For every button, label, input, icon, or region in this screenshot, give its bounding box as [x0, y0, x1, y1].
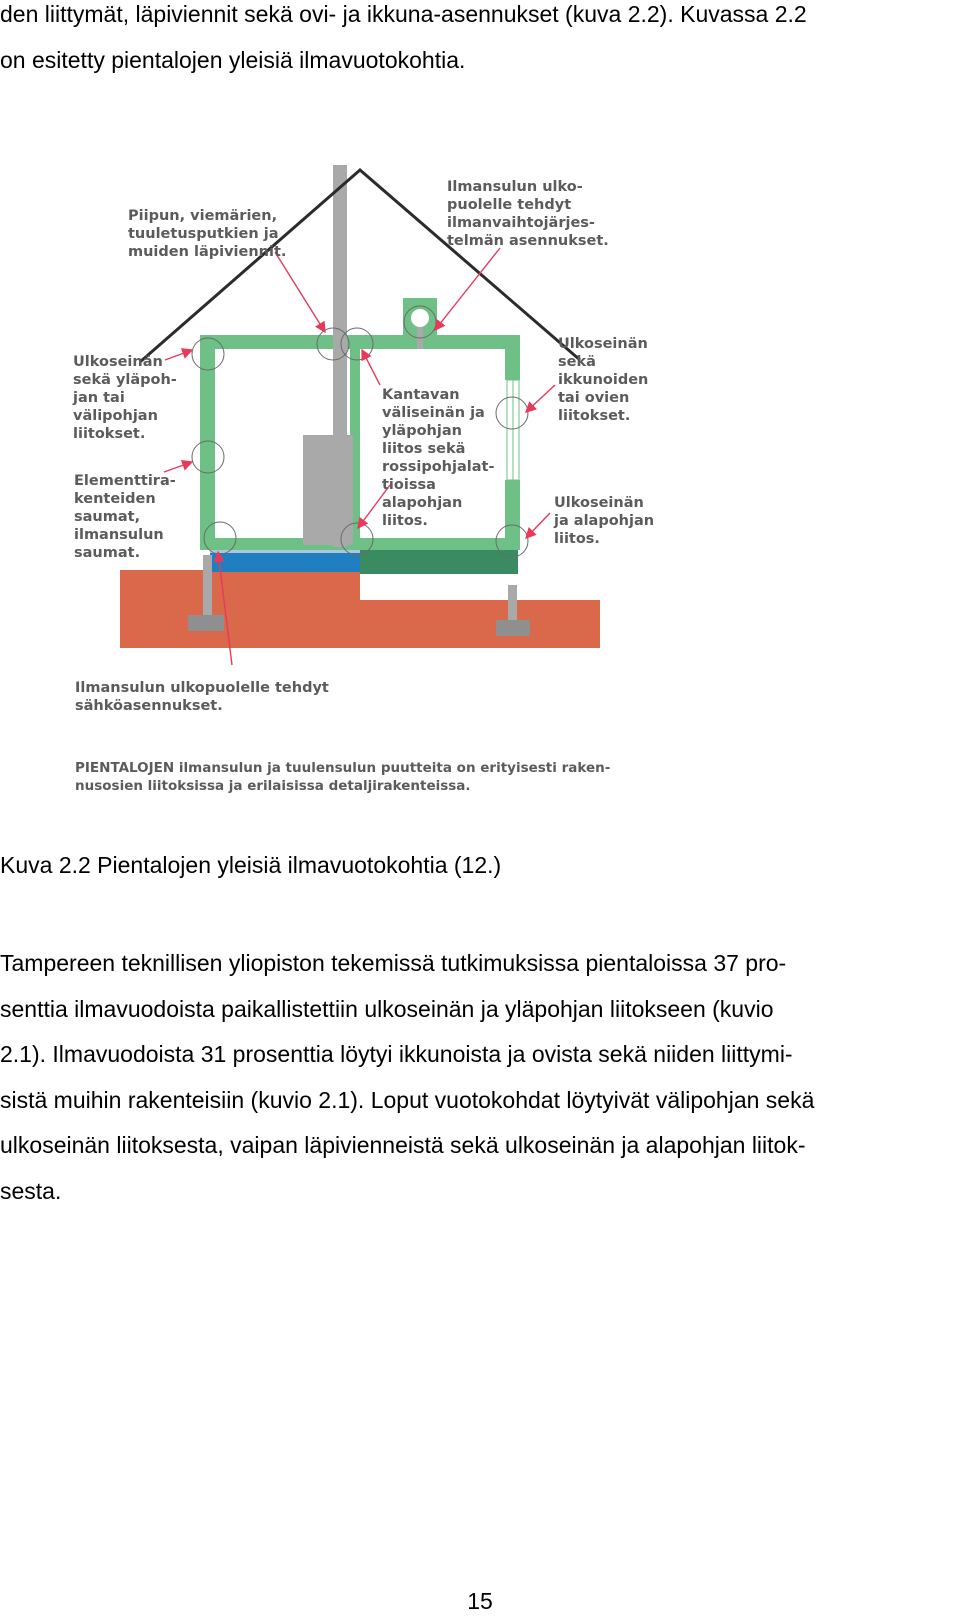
label-line: Kantavan: [382, 387, 460, 403]
label-line: liitos.: [382, 513, 428, 529]
label-line: muiden läpiviennit.: [128, 244, 287, 260]
text-line: sesta.: [0, 1177, 62, 1204]
label-line: ikkunoiden: [558, 372, 649, 388]
floor-slab-green: [360, 550, 518, 574]
label-line: välipohjan: [73, 408, 158, 424]
label-line: tuuletusputkien ja: [128, 226, 279, 242]
label-line: Ilmansulun ulkopuolelle tehdyt: [75, 680, 329, 696]
label-line: sekä: [558, 354, 596, 370]
label-line: saumat,: [74, 509, 141, 525]
label-line: liitos sekä: [382, 441, 466, 457]
text-line: 2.1). Ilmavuodoista 31 prosenttia löytyi ikkunoista ja ovista sekä niiden liittymi-: [0, 1041, 793, 1067]
foundation-left: [203, 555, 212, 615]
floor-slab-blue: [210, 552, 360, 572]
label-line: väliseinän ja: [382, 405, 485, 421]
label-chimney: [128, 208, 286, 260]
label-line: Elementtira-: [74, 473, 176, 489]
label-line: sekä yläpoh-: [73, 372, 177, 388]
ground-right: [360, 600, 600, 648]
text-line: ulkoseinän liitoksesta, vaipan läpivienneistä sekä ulkoseinän ja alapohjan liitok-: [0, 1132, 806, 1158]
label-line: Ulkoseinän: [558, 336, 648, 352]
label-line: liitos.: [554, 531, 600, 547]
caption-line: PIENTALOJEN ilmansulun ja tuulensulun puutteita on erityisesti raken-: [75, 760, 611, 776]
figure-inner-caption: [75, 760, 615, 794]
text-line: den liittymät, läpiviennit sekä ovi- ja ikkuna-asennukset (kuva 2.2). Kuvassa 2.2: [0, 1, 807, 27]
text-line: Tampereen teknillisen yliopiston tekemissä tutkimuksissa pientaloissa 37 pro-: [0, 950, 787, 976]
label-line: jan tai: [73, 390, 125, 406]
label-ventilation: [447, 179, 609, 249]
label-element-seams: [74, 473, 181, 561]
ventilation-fan: [411, 309, 429, 327]
label-line: ja alapohjan: [554, 513, 655, 529]
label-line: kenteiden: [74, 491, 156, 507]
label-wall-floor: [553, 495, 659, 547]
frame-top: [200, 335, 520, 349]
label-line: ilmansulun: [74, 527, 164, 543]
label-line: sähköasennukset.: [75, 698, 223, 714]
label-line: tai ovien: [558, 390, 630, 406]
label-line: Piipun, viemärien,: [128, 208, 278, 224]
text-line: senttia ilmavuodoista paikallistettiin ulkoseinän ja yläpohjan liitokseen (kuvio: [0, 995, 774, 1022]
label-line: telmän asennukset.: [447, 233, 609, 249]
label-wall-roof: [72, 354, 182, 442]
label-line: alapohjan: [382, 495, 463, 511]
label-bearing-wall: [382, 387, 500, 529]
crawl-space: [360, 570, 515, 600]
text-line: sistä muihin rakenteisiin (kuvio 2.1). Loput vuotokohdat löytyivät välipohjan sekä: [0, 1086, 815, 1113]
label-electrical: [75, 680, 334, 714]
label-windows: [558, 336, 653, 424]
label-line: liitokset.: [73, 426, 146, 442]
label-line: Ulkoseinän: [73, 354, 163, 370]
label-line: tioissa: [382, 477, 436, 493]
label-line: saumat.: [74, 545, 141, 561]
text-line: on esitetty pientalojen yleisiä ilmavuotokohtia.: [0, 46, 466, 73]
label-line: ilmanvaihtojärjes-: [447, 215, 595, 231]
label-line: puolelle tehdyt: [447, 197, 572, 213]
ground-left: [120, 570, 360, 648]
foundation-right: [508, 585, 517, 620]
figure-caption: Kuva 2.2 Pientalojen yleisiä ilmavuotokohtia (12.): [0, 852, 502, 878]
frame-right-upper: [505, 335, 520, 380]
label-line: yläpohjan: [382, 423, 462, 439]
footing-right: [496, 620, 530, 636]
intro-paragraph: [0, 0, 960, 83]
caption-line: nusosien liitoksissa ja erilaisissa detaljirakenteissa.: [75, 778, 471, 794]
label-line: Ulkoseinän: [554, 495, 644, 511]
house-cross-section-diagram: [60, 160, 680, 830]
body-paragraph: [0, 941, 960, 1214]
page-number: 15: [467, 1588, 493, 1614]
air-leak-figure: [60, 160, 680, 830]
label-line: Ilmansulun ulko-: [447, 179, 583, 195]
label-line: rossipohjalat-: [382, 459, 495, 475]
label-line: liitokset.: [558, 408, 631, 424]
footing-left: [188, 615, 224, 631]
